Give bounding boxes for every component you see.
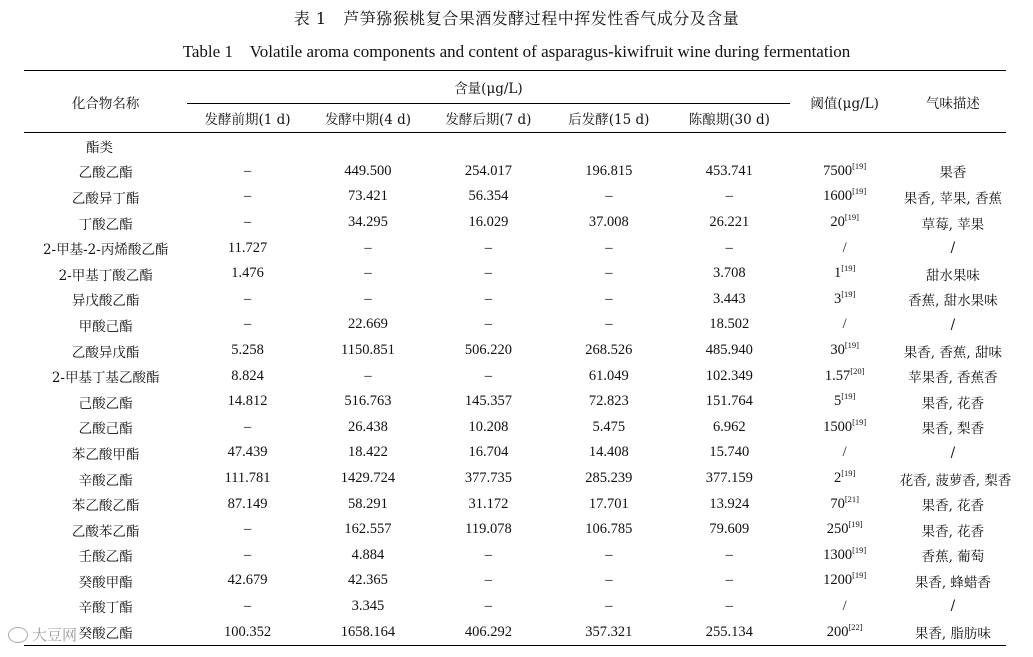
content-value-stage-4: 268.526 [585,342,633,359]
compound-name: 乙酸苯乙酯 [71,523,140,540]
content-value-stage-2: 516.763 [344,393,392,410]
threshold-value: 5 [833,393,842,410]
table-row [24,543,1006,569]
content-value-stage-3: 10.208 [468,418,509,435]
compound-name: 甲酸己酯 [78,318,133,335]
content-value-stage-4: 61.049 [588,367,629,384]
odor-description: 果香, 花香 [921,498,985,515]
threshold-reference: [19] [852,544,867,555]
compound-name: 乙酸乙酯 [78,165,133,182]
watermark-text: 大豆网 [32,626,78,644]
odor-description: 香蕉, 葡萄 [921,549,985,566]
content-value-stage-1: – [243,162,252,179]
threshold-value: 250 [826,521,849,538]
content-value-stage-2: – [364,367,372,384]
content-value-stage-1: 5.258 [231,342,264,359]
table-row [24,210,1006,236]
content-value-stage-5: 485.940 [705,342,753,359]
header-compound: 化合物名称 [24,71,187,133]
threshold-cell [790,235,900,261]
content-value-stage-1: 47.439 [227,444,268,461]
threshold-reference: [19] [841,468,856,479]
header-stage-2: 发酵中期(4 d) [308,104,428,133]
compound-name: 癸酸甲酯 [78,574,133,591]
content-value-stage-3: – [484,290,493,307]
odor-description: 果香, 脂肪味 [914,626,991,643]
content-value-stage-5: – [725,572,733,589]
content-value-stage-5: – [725,546,733,563]
threshold-value: 20 [830,214,845,231]
table-row [24,261,1006,287]
content-value-stage-4: – [605,316,613,333]
threshold-reference: [21] [844,493,859,504]
threshold-cell [790,184,900,210]
table-row [24,389,1006,415]
threshold-value: 1200 [823,572,853,589]
compound-name: 辛酸丁酯 [78,600,133,617]
content-value-stage-2: 42.365 [348,572,388,589]
threshold-reference: [19] [852,161,867,172]
content-value-stage-1: 111.781 [224,470,271,487]
odor-description: / [950,316,956,333]
content-value-stage-3: – [484,367,493,384]
table-row [24,517,1006,543]
odor-description: / [950,240,956,257]
content-value-stage-2: 1658.164 [340,623,396,640]
content-value-stage-2: 73.421 [348,188,388,205]
threshold-reference: [19] [848,519,863,530]
compound-name: 壬酸乙酯 [78,549,133,566]
content-value-stage-5: – [725,188,733,205]
content-value-stage-1: 100.352 [223,623,272,640]
odor-description: 苹果香, 香蕉香 [908,370,998,387]
content-value-stage-1: – [243,597,252,614]
compound-name: 己酸乙酯 [78,395,133,412]
threshold-reference: [19] [852,417,867,427]
content-value-stage-4: 106.785 [585,521,633,538]
threshold-value: / [842,597,847,614]
content-value-stage-5: 26.221 [709,214,750,231]
odor-description: / [950,598,956,615]
aroma-table [24,70,1012,646]
table-row [24,440,1006,466]
content-value-stage-3: 406.292 [464,623,512,640]
content-value-stage-1: – [243,316,252,333]
content-value-stage-4: 14.408 [588,444,629,461]
threshold-value: 70 [830,495,845,512]
threshold-value: 2 [833,470,842,487]
content-value-stage-4: 285.239 [585,470,633,487]
content-value-stage-4: – [605,265,613,282]
content-value-stage-2: – [364,265,372,282]
threshold-value: 1 [833,265,842,282]
threshold-cell [790,338,900,364]
threshold-value: / [842,444,847,461]
threshold-reference: [20] [850,365,865,376]
header-stage-3: 发酵后期(7 d) [428,104,548,133]
compound-name: 乙酸异丁酯 [71,190,140,207]
content-value-stage-4: – [605,239,613,256]
content-value-stage-3: 377.735 [464,470,512,487]
content-value-stage-4: 357.321 [585,623,633,640]
threshold-value: 3 [833,290,842,307]
content-value-stage-2: 1429.724 [340,470,396,487]
header-odor: 气味描述 [900,71,1006,133]
content-value-stage-4: – [605,572,613,589]
content-value-stage-3: – [484,546,493,563]
odor-description: 果香, 梨香 [921,421,985,438]
threshold-reference: [22] [848,621,863,632]
threshold-value: 7500 [823,162,853,179]
watermark [8,624,77,645]
threshold-cell [790,440,900,466]
content-value-stage-5: 18.502 [709,316,750,333]
content-value-stage-3: 145.357 [464,393,512,410]
table-row [24,491,1006,517]
threshold-cell [790,594,900,620]
content-value-stage-2: 26.438 [348,418,388,435]
content-value-stage-1: 11.727 [227,239,268,256]
table-row [24,312,1006,338]
threshold-cell [790,543,900,569]
content-value-stage-3: – [484,316,493,333]
content-value-stage-1: 1.476 [231,265,264,282]
content-value-stage-4: – [605,290,613,307]
odor-description: 果香 [939,165,967,182]
threshold-cell [790,619,900,645]
content-value-stage-1: – [243,418,252,435]
threshold-cell [790,210,900,236]
threshold-value: 1300 [823,546,853,563]
content-value-stage-4: – [605,188,613,205]
content-value-stage-1: – [243,290,252,307]
threshold-value: 1600 [823,188,853,205]
content-value-stage-1: – [243,546,252,563]
threshold-cell [790,415,900,441]
table-row [24,619,1006,645]
content-value-stage-2: – [364,290,372,307]
compound-name: 异戊酸乙酯 [71,293,140,310]
content-value-stage-5: 6.962 [712,418,746,435]
content-value-stage-2: 4.884 [351,546,385,563]
header-stage-4: 后发酵(15 d) [549,104,669,133]
compound-name: 苯乙酸甲酯 [71,446,140,463]
table-row [24,363,1006,389]
content-value-stage-4: – [605,546,613,563]
header-stage-1: 发酵前期(1 d) [187,104,307,133]
threshold-value: 200 [826,623,849,640]
content-value-stage-2: 162.557 [344,521,392,538]
content-value-stage-4: 37.008 [588,214,629,231]
content-value-stage-3: – [484,597,493,614]
threshold-reference: [19] [852,186,867,197]
content-value-stage-1: – [243,521,252,538]
threshold-cell [790,363,900,389]
content-value-stage-4: 72.823 [588,393,629,410]
odor-description: 香蕉, 甜水果味 [908,293,998,310]
content-value-stage-3: 16.704 [468,444,509,461]
content-value-stage-3: – [484,239,493,256]
content-value-stage-5: 453.741 [705,162,753,179]
odor-description: 果香, 香蕉, 甜味 [903,344,1002,361]
content-value-stage-1: 87.149 [227,495,268,512]
threshold-cell [790,389,900,415]
content-value-stage-2: 3.345 [351,597,385,614]
compound-name: 苯乙酸乙酯 [71,498,140,515]
content-value-stage-1: – [243,188,252,205]
content-value-stage-5: 151.764 [705,393,753,410]
content-value-stage-5: 377.159 [705,470,753,487]
odor-description: 草莓, 苹果 [921,216,985,233]
content-value-stage-3: 56.354 [468,188,509,205]
threshold-value: 30 [830,342,845,359]
compound-name: 辛酸乙酯 [78,472,133,489]
table-row [24,287,1006,313]
threshold-value: 1.57 [824,367,851,384]
table-row [24,466,1006,492]
watermark-logo-icon [8,627,28,643]
odor-description: 果香, 蜂蜡香 [914,574,991,591]
threshold-cell [790,312,900,338]
threshold-cell [790,491,900,517]
table-row [24,415,1006,441]
threshold-value: / [842,316,847,333]
category-label: 酯类 [86,139,113,156]
odor-description: / [950,444,956,461]
content-value-stage-1: 14.812 [227,393,268,410]
compound-name: 丁酸乙酯 [78,216,133,233]
table-body [24,133,1012,646]
content-value-stage-5: – [725,239,733,256]
odor-description: 花香, 菠萝香, 梨香 [899,472,1012,489]
table-title-en: Table 1 Volatile aroma components and content of asparagus-kiwifruit wine during fermentation [182,42,851,61]
content-value-stage-2: 58.291 [348,495,388,512]
threshold-cell [790,159,900,185]
threshold-cell [790,287,900,313]
threshold-value: 1500 [823,418,853,435]
content-value-stage-5: 79.609 [709,521,750,538]
compound-name: 乙酸异戊酯 [71,344,140,361]
compound-name: 乙酸己酯 [78,421,133,438]
table-row [24,159,1006,185]
content-value-stage-3: 119.078 [465,521,512,538]
odor-description: 果香, 苹果, 香蕉 [903,190,1002,207]
content-value-stage-3: 254.017 [464,162,512,179]
content-value-stage-4: – [605,597,613,614]
content-value-stage-2: 22.669 [348,316,388,333]
table-row [24,235,1006,261]
content-value-stage-5: 15.740 [709,444,750,461]
threshold-reference: [19] [841,263,856,274]
table-row [24,568,1006,594]
compound-name: 癸酸乙酯 [78,626,133,643]
content-value-stage-3: 506.220 [464,342,512,359]
content-value-stage-4: 17.701 [588,495,629,512]
content-value-stage-1: 42.679 [227,572,268,589]
category-row [24,133,1006,159]
compound-name: 2-甲基丁基乙酸酯 [51,370,160,387]
threshold-reference: [19] [844,340,859,351]
threshold-cell [790,466,900,492]
content-value-stage-5: 3.443 [712,290,746,307]
table-row [24,594,1006,620]
table-title-cn: 表 1 芦笋猕猴桃复合果酒发酵过程中挥发性香气成分及含量 [293,9,740,28]
content-value-stage-2: 1150.851 [341,342,395,359]
compound-name: 2-甲基-2-丙烯酸乙酯 [42,242,169,259]
content-value-stage-5: – [725,597,733,614]
content-value-stage-3: 31.172 [468,495,509,512]
table-row [24,338,1006,364]
content-value-stage-3: – [484,572,493,589]
odor-description: 果香, 花香 [921,523,985,540]
content-value-stage-4: 5.475 [592,418,626,435]
threshold-cell [790,261,900,287]
compound-name: 2-甲基丁酸乙酯 [58,267,153,284]
odor-description: 果香, 花香 [921,395,985,412]
content-value-stage-5: 3.708 [712,265,746,282]
content-value-stage-2: 34.295 [348,214,388,231]
threshold-cell [790,568,900,594]
header-threshold: 阈值(μg/L) [790,71,900,133]
content-value-stage-1: – [243,214,252,231]
table-row [24,184,1006,210]
content-value-stage-3: – [484,265,493,282]
threshold-value: / [842,239,847,256]
content-value-stage-1: 8.824 [231,367,264,384]
content-value-stage-5: 13.924 [709,495,750,512]
threshold-reference: [19] [841,289,856,300]
content-value-stage-2: 18.422 [348,444,388,461]
content-value-stage-2: – [364,239,372,256]
content-value-stage-3: 16.029 [468,214,509,231]
header-content: 含量(μg/L) [187,71,789,104]
content-value-stage-2: 449.500 [344,162,392,179]
content-value-stage-4: 196.815 [585,162,633,179]
odor-description: 甜水果味 [925,267,980,284]
threshold-reference: [19] [841,391,856,402]
header-stage-5: 陈酿期(30 d) [669,104,789,133]
content-value-stage-5: 102.349 [705,367,753,384]
threshold-cell [790,517,900,543]
content-value-stage-5: 255.134 [705,623,753,640]
threshold-reference: [19] [852,570,867,581]
threshold-reference: [19] [844,212,859,223]
